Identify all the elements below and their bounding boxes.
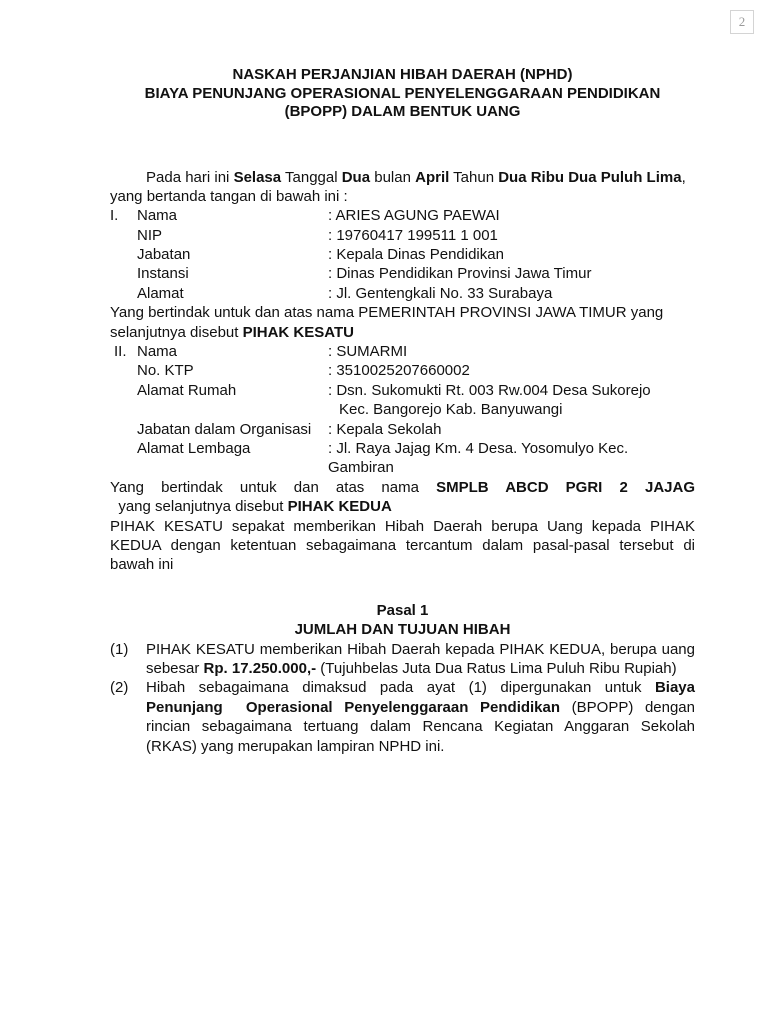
party-2-number: II. xyxy=(114,343,127,361)
page-number: 2 xyxy=(730,10,754,34)
party-2-row-ktp: No. KTP : 3510025207660002 xyxy=(137,362,470,380)
party-2-row-alamat-rumah: Alamat Rumah : Dsn. Sukomukti Rt. 003 Rw.004 Desa Sukorejo xyxy=(137,381,651,399)
party-1-section xyxy=(110,206,695,342)
party-2-row-alamat-lembaga: Alamat Lembaga : Jl. Raya Jajag Km. 4 Desa. Yosomulyo Kec. Gambiran xyxy=(137,440,629,477)
party-1-row-nip: NIP : 19760417 199511 1 001 xyxy=(137,226,498,244)
party-2-row-name: II. Nama : SUMARMI xyxy=(114,343,408,361)
party-1-row-name: I. Nama : ARIES AGUNG PAEWAI xyxy=(110,207,500,225)
agreement-paragraph: PIHAK KESATU sepakat memberikan Hibah Daerah berupa Uang kepada PIHAK KEDUA dengan ketentuan sebagaimana tercantum dalam pasal-pasal tersebut di bawah ini xyxy=(110,517,695,574)
pasal-item-1: (1) PIHAK KESATU memberikan Hibah Daerah kepada PIHAK KEDUA, berupa uang sebesar Rp. 17.250.000,- (Tujuhbelas Juta Dua Ratus Lima Puluh Ribu Rupiah) xyxy=(110,640,695,678)
title-line-3: (BPOPP) DALAM BENTUK UANG xyxy=(284,103,521,120)
party-1-row-instansi: Instansi : Dinas Pendidikan Provinsi Jawa Timur xyxy=(137,265,592,283)
party-2-row-jabatan: Jabatan dalam Organisasi : Kepala Sekolah xyxy=(137,420,442,438)
pasal-subheading: JUMLAH DAN TUJUAN HIBAH xyxy=(294,621,511,639)
intro-paragraph: Pada hari ini Selasa Tanggal Dua bulan April Tahun Dua Ribu Dua Puluh Lima, yang bertanda tangan di bawah ini : xyxy=(110,168,686,205)
pasal-item-2: (2) Hibah sebagaimana dimaksud pada ayat (1) dipergunakan untuk Biaya Penunjang Operasional Penyelenggaraan Pendidikan (BPOPP) dengan rincian sebagaimana tertuang dalam Rencana Kegiatan Anggaran Sekolah (RKAS) yang merupakan lampiran NPHD ini. xyxy=(110,679,700,755)
party-2-section xyxy=(110,342,695,517)
title-line-1: NASKAH PERJANJIAN HIBAH DAERAH (NPHD) xyxy=(232,66,573,83)
document-body xyxy=(110,66,700,756)
party-1-row-jabatan: Jabatan : Kepala Dinas Pendidikan xyxy=(137,246,504,264)
title-line-2: BIAYA PENUNJANG OPERASIONAL PENYELENGGARAAN PENDIDIKAN xyxy=(144,84,661,102)
pasal-heading: Pasal 1 xyxy=(376,601,429,619)
document-title xyxy=(110,66,695,122)
party-2-statement: Yang bertindak untuk dan atas nama SMPLB ABCD PGRI 2 JAJAG yang selanjutnya disebut PIHAK KEDUA xyxy=(110,478,695,516)
party-1-row-alamat: Alamat : Jl. Gentengkali No. 33 Surabaya xyxy=(137,284,553,302)
party-1-number: I. xyxy=(110,207,119,225)
party-2-alamat-rumah-cont: Kec. Bangorejo Kab. Banyuwangi xyxy=(339,401,563,419)
party-1-statement: Yang bertindak untuk dan atas nama PEMERINTAH PROVINSI JAWA TIMUR yang selanjutnya disebut PIHAK KESATU xyxy=(110,304,664,341)
